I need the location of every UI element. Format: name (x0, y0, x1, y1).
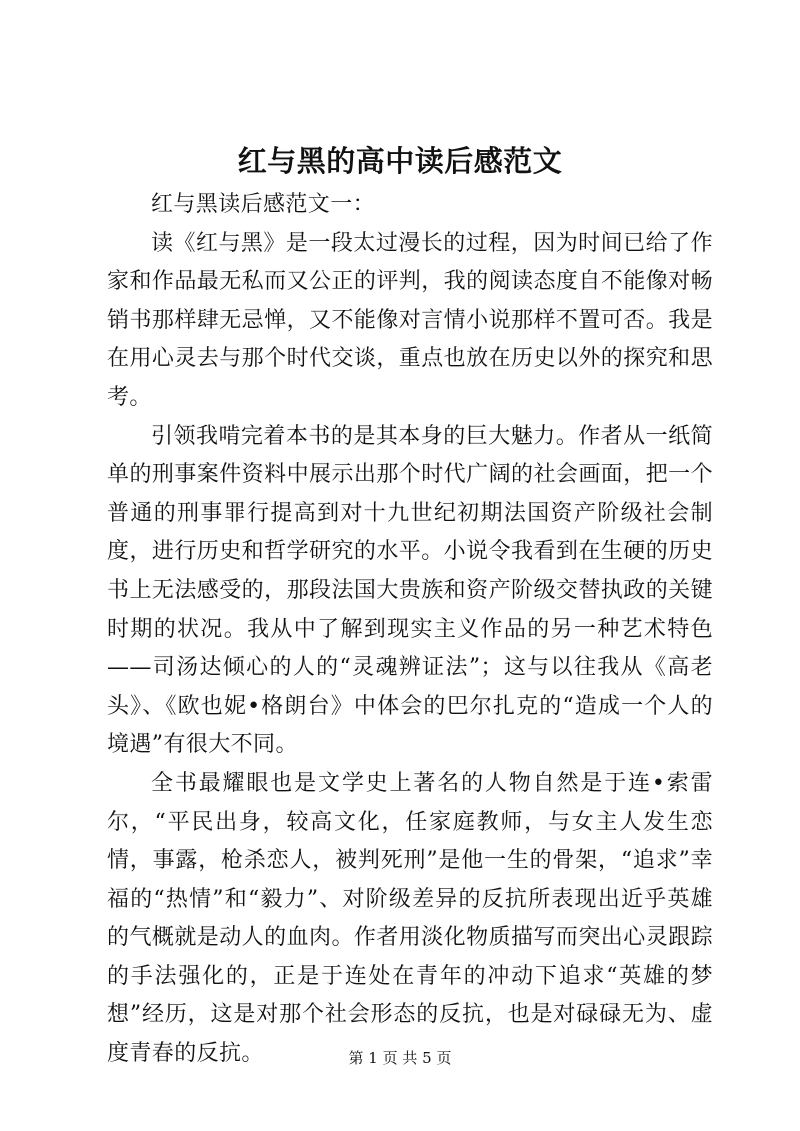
document-title: 红与黑的高中读后感范文 (237, 144, 563, 178)
document-body (107, 186, 713, 1074)
paragraph-heading: 红与黑读后感范文一： (151, 192, 376, 217)
paragraph: 引领我啃完着本书的是其本身的巨大魅力。作者从一纸简单的刑事案件资料中展示出那个时代广阔的社会画面，把一个普通的刑事罪行提高到对十九世纪初期法国资产阶级社会制度，进行历史和哲学研究的水平。小说令我看到在生硬的历史书上无法感受的，那段法国大贵族和资产阶级交替执政的关键时期的状况。我从中了解到现实主义作品的另一种艺术特色——司汤达倾心的人的“灵魂辨证法”；这与以往我从《高老头》、《欧也妮•格朗台》中体会的巴尔扎克的“造成一个人的境遇”有很大不同。 (107, 423, 713, 758)
paragraph: 全书最耀眼也是文学史上著名的人物自然是于连•索雷尔，“平民出身，较高文化，任家庭教师，与女主人发生恋情，事露，枪杀恋人，被判死刑”是他一生的骨架，“追求”幸福的“热情”和“毅力”、对阶级差异的反抗所表现出近乎英雄的气概就是动人的血肉。作者用淡化物质描写而突出心灵跟踪的手法强化的，正是于连处在青年的冲动下追求“英雄的梦想”经历，这是对那个社会形态的反抗，也是对碌碌无为、虚度青春的反抗。 (107, 770, 713, 1067)
page-footer: 第 1 页 共 5 页 (348, 1049, 452, 1067)
paragraph: 读《红与黑》是一段太过漫长的过程，因为时间已给了作家和作品最无私而又公正的评判，我的阅读态度自不能像对畅销书那样肆无忌惮，又不能像对言情小说那样不置可否。我是在用心灵去与那个时代交谈，重点也放在历史以外的探究和思考。 (107, 230, 713, 410)
